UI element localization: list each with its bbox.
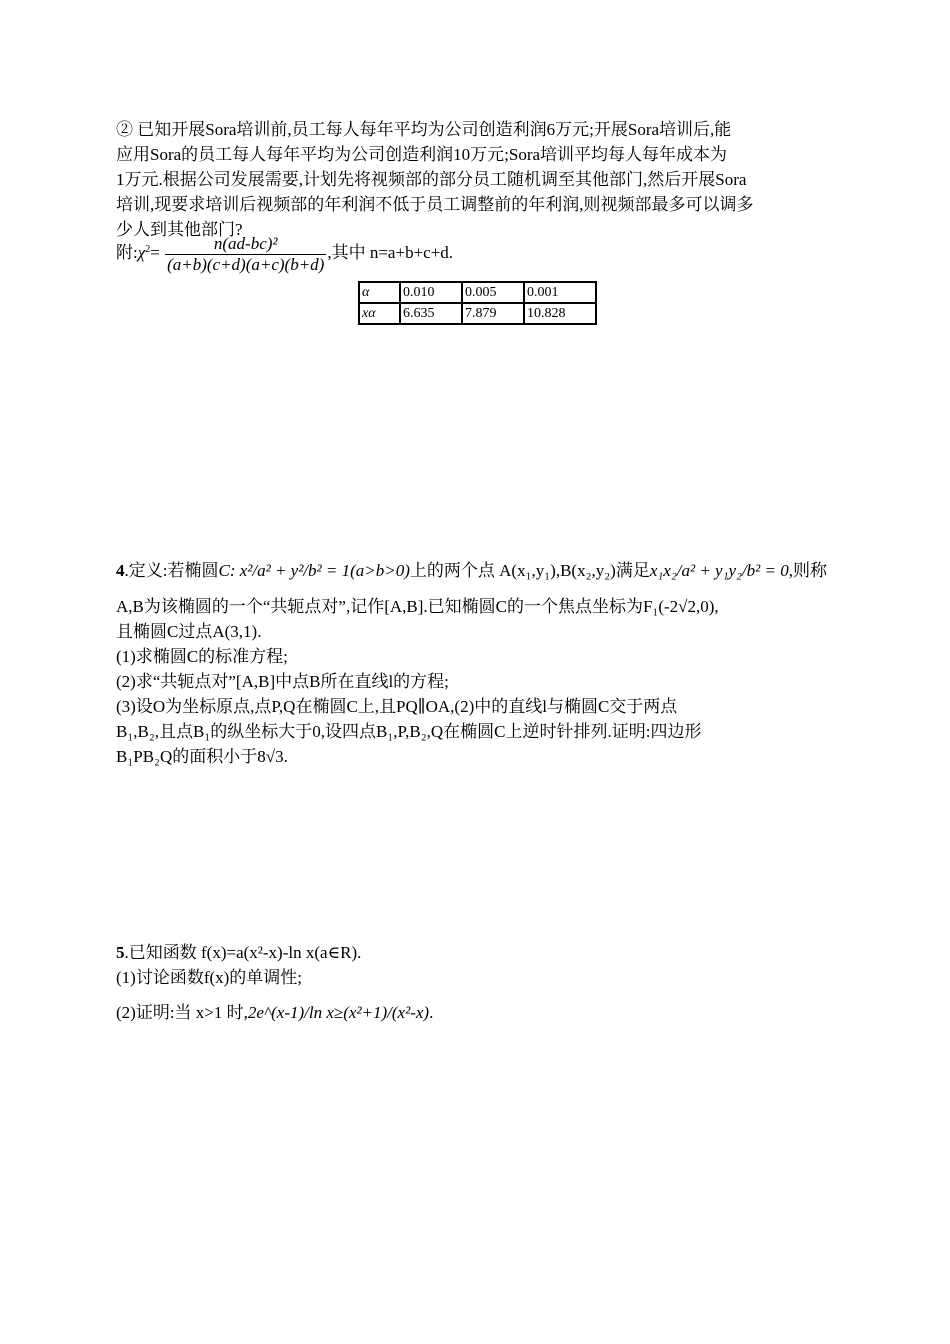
- q3-line-5: 少人到其他部门?: [116, 220, 243, 239]
- appendix-prefix: 附:: [116, 243, 138, 263]
- q4-line-2: A,B为该椭圆的一个“共轭点对”,记作[A,B].已知椭圆C的一个焦点坐标为F₁(-2√2,0),: [116, 597, 719, 616]
- table-cell: 10.828: [524, 303, 596, 324]
- q3-line-1: ② 已知开展Sora培训前,员工每人每年平均为公司创造利润6万元;开展Sora培训后,能: [116, 120, 732, 139]
- q5-part-2: (2)证明:当 x>1 时,2e^(x-1)/ln x≥(x²+1)/(x²-x).: [116, 1003, 434, 1022]
- q4-part-1: (1)求椭圆C的标准方程;: [116, 647, 288, 666]
- conjugate-condition: x₁x₂/a² + y₁y₂/b² = 0: [649, 561, 789, 580]
- q3-line-3: 1万元.根据公司发展需要,计划先将视频部的部分员工随机调至其他部门,然后开展Sora: [116, 170, 747, 189]
- q5-line-1: 5.已知函数 f(x)=a(x²-x)-ln x(a∈R).: [116, 943, 362, 962]
- table-row: [359, 303, 596, 324]
- q3-line-2: 应用Sora的员工每人每年平均为公司创造利润10万元;Sora培训平均每人每年成本为: [116, 145, 728, 164]
- q3-line-4: 培训,现要求培训后视频部的年利润不低于员工调整前的年利润,则视频部最多可以调多: [116, 195, 754, 214]
- q4-part-3a: (3)设O为坐标原点,点P,Q在椭圆C上,且PQ∥OA,(2)中的直线l与椭圆C交于两点: [116, 697, 678, 716]
- question-5: [116, 940, 836, 1036]
- inequality-sign: ≥: [333, 1003, 344, 1022]
- table-cell: 7.879: [462, 303, 524, 324]
- table-row: [359, 282, 596, 303]
- q4-part-3b: B₁,B₂,且点B₁的纵坐标大于0,设四点B₁,P,B₂,Q在椭圆C上逆时针排列.证明:四边形: [116, 722, 702, 741]
- alpha-label: α: [359, 282, 400, 303]
- ellipse-equation: C: x²/a² + y²/b² = 1(a>b>0): [218, 561, 410, 580]
- q5-part-1: (1)讨论函数f(x)的单调性;: [116, 968, 303, 987]
- appendix-suffix: ,其中 n=a+b+c+d.: [327, 243, 454, 263]
- q4-part-2: (2)求“共轭点对”[A,B]中点B所在直线l的方程;: [116, 672, 449, 691]
- appendix-formula: 附$:\chi^2=$ $\frac{\text{n(ad-bc)²}}{(a+b)(c+d)(a+c)(b+d)}$ ,其中 n=a+b+c+d.: [116, 234, 454, 274]
- chi-denominator: (a+b)(c+d)(a+c)(b+d): [167, 255, 325, 274]
- inequality-rhs: (x²+1)/(x²-x): [343, 1003, 430, 1022]
- q5-number: 5: [116, 943, 125, 962]
- chi-square-fraction: [165, 234, 326, 275]
- critical-value-table: [358, 281, 597, 325]
- table-cell: 0.001: [524, 282, 596, 303]
- inequality-lhs: 2e^(x-1)/ln x: [247, 1003, 334, 1022]
- question-4: [116, 548, 836, 769]
- q4-line-3: 且椭圆C过点A(3,1).: [116, 622, 262, 641]
- table-cell: 0.005: [462, 282, 524, 303]
- x-alpha-label: xα: [359, 303, 400, 324]
- q4-line-1: 4.定义:若椭圆C: x²/a² + y²/b² = 1(a>b>0)上的两个点 A(x₁,y₁),B(x₂,y₂)满足x₁x₂/a² + y₁y₂/b² = 0,则称: [116, 561, 827, 580]
- q4-part-3c: B₁PB₂Q的面积小于8√3.: [116, 747, 288, 766]
- table-cell: 0.010: [400, 282, 462, 303]
- table-cell: 6.635: [400, 303, 462, 324]
- chi-symbol: χ: [137, 243, 146, 263]
- q4-number: 4: [116, 561, 125, 580]
- chi-numerator: n(ad-bc)²: [165, 234, 326, 255]
- q3-part2-text: [116, 117, 836, 242]
